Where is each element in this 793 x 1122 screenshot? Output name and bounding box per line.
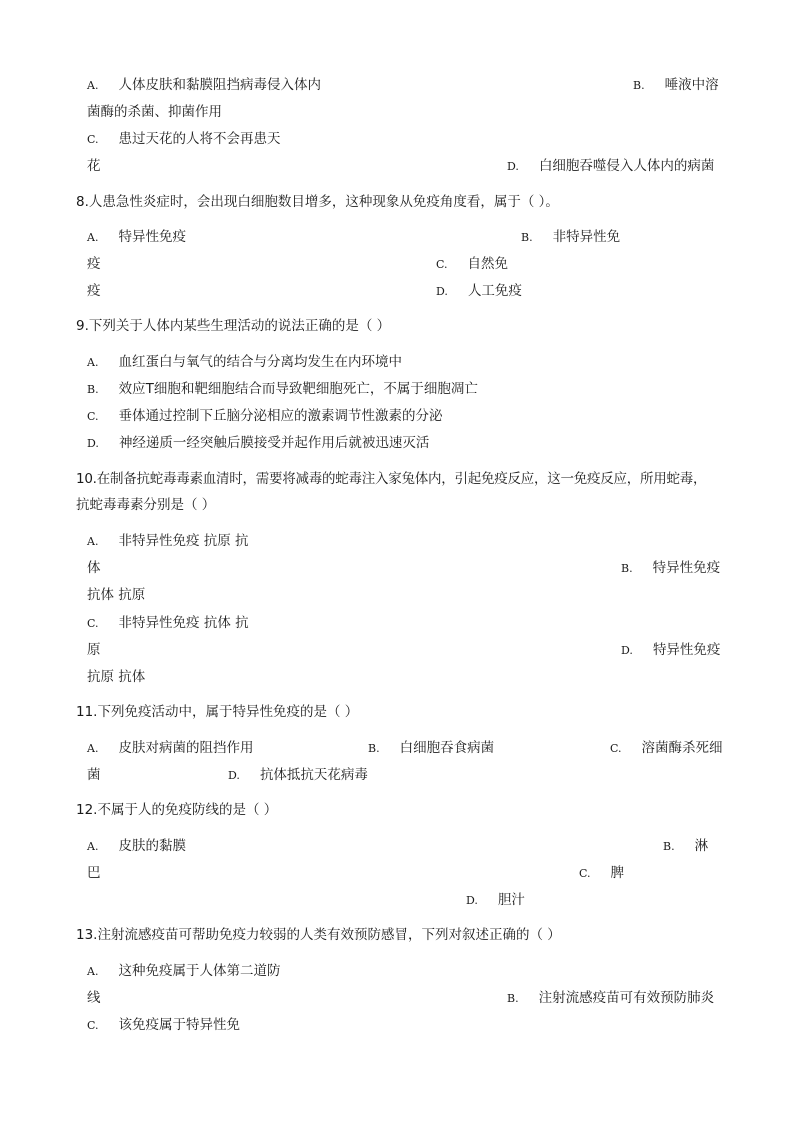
q10-option-b-cont: 抗体 抗原: [87, 587, 146, 603]
q13-option-a: A. 这种免疫属于人体第二道防: [87, 963, 281, 979]
q11-option-d: D. 抗体抵抗天花病毒: [228, 767, 368, 783]
q11-stem: 11.下列免疫活动中，属于特异性免疫的是（ ）: [76, 704, 359, 720]
q10-option-a-cont: 体: [87, 560, 101, 576]
q8-option-b: B. 非特异性免: [521, 229, 621, 245]
q7-option-c-cont: 花: [87, 158, 101, 174]
q9-stem: 9.下列关于人体内某些生理活动的说法正确的是（ ）: [76, 318, 391, 334]
q10-option-c: C. 非特异性免疫 抗体 抗: [87, 615, 249, 631]
q9-option-a: A. 血红蛋白与氧气的结合与分离均发生在内环境中: [87, 354, 402, 370]
q12-option-b-cont: 巴: [87, 865, 101, 881]
q7-option-b: B. 唾液中溶: [633, 77, 719, 93]
q10-option-c-cont: 原: [87, 642, 101, 658]
q10-stem-line1: 10.在制备抗蛇毒毒素血清时，需要将减毒的蛇毒注入家兔体内，引起免疫反应，这一免疫反应，所用蛇毒，: [76, 471, 707, 487]
q11-option-c: C. 溶菌酶杀死细: [610, 740, 723, 756]
q10-stem-line2: 抗蛇毒毒素分别是（ ）: [76, 497, 216, 513]
q11-option-b: B. 白细胞吞食病菌: [368, 740, 495, 756]
q9-option-c: C. 垂体通过控制下丘脑分泌相应的激素调节性激素的分泌: [87, 408, 443, 424]
q7-option-a: A. 人体皮肤和黏膜阻挡病毒侵入体内: [87, 77, 321, 93]
q8-option-d: D. 人工免疫: [436, 283, 522, 299]
q10-option-a: A. 非特异性免疫 抗原 抗: [87, 533, 249, 549]
q12-option-c: C. 脾: [579, 865, 625, 881]
q12-stem: 12.不属于人的免疫防线的是（ ）: [76, 802, 278, 818]
q13-option-a-cont: 线: [87, 990, 101, 1006]
q8-option-a: A. 特异性免疫: [87, 229, 186, 245]
q8-option-c: C. 自然免: [436, 256, 509, 272]
q9-option-b: B. 效应T细胞和靶细胞结合而导致靶细胞死亡，不属于细胞凋亡: [87, 381, 478, 397]
q9-option-d: D. 神经递质一经突触后膜接受并起作用后就被迅速灭活: [87, 435, 430, 451]
q13-stem: 13.注射流感疫苗可帮助免疫力较弱的人类有效预防感冒，下列对叙述正确的（ ）: [76, 927, 561, 943]
q8-stem: 8.人患急性炎症时，会出现白细胞数目增多，这种现象从免疫角度看，属于（ ）。: [76, 194, 559, 210]
q12-option-a: A. 皮肤的黏膜: [87, 838, 186, 854]
q12-option-b: B. 淋: [663, 838, 709, 854]
q8-option-b-cont: 疫: [87, 256, 101, 272]
q10-option-d: D. 特异性免疫: [621, 642, 721, 658]
q11-option-a: A. 皮肤对病菌的阻挡作用: [87, 740, 254, 756]
q10-option-b: B. 特异性免疫: [621, 560, 721, 576]
q7-option-b-cont: 菌酶的杀菌、抑菌作用: [87, 104, 222, 120]
q10-option-d-cont: 抗原 抗体: [87, 669, 146, 685]
q11-option-c-cont: 菌: [87, 767, 101, 783]
q12-option-d: D. 胆汁: [466, 892, 525, 908]
q13-option-c: C. 该免疫属于特异性免: [87, 1017, 241, 1033]
q7-option-d: D. 白细胞吞噬侵入人体内的病菌: [507, 158, 715, 174]
q13-option-b: B. 注射流感疫苗可有效预防肺炎: [507, 990, 715, 1006]
q8-option-c-cont: 疫: [87, 283, 101, 299]
q7-option-c: C. 患过天花的人将不会再患天: [87, 131, 281, 147]
